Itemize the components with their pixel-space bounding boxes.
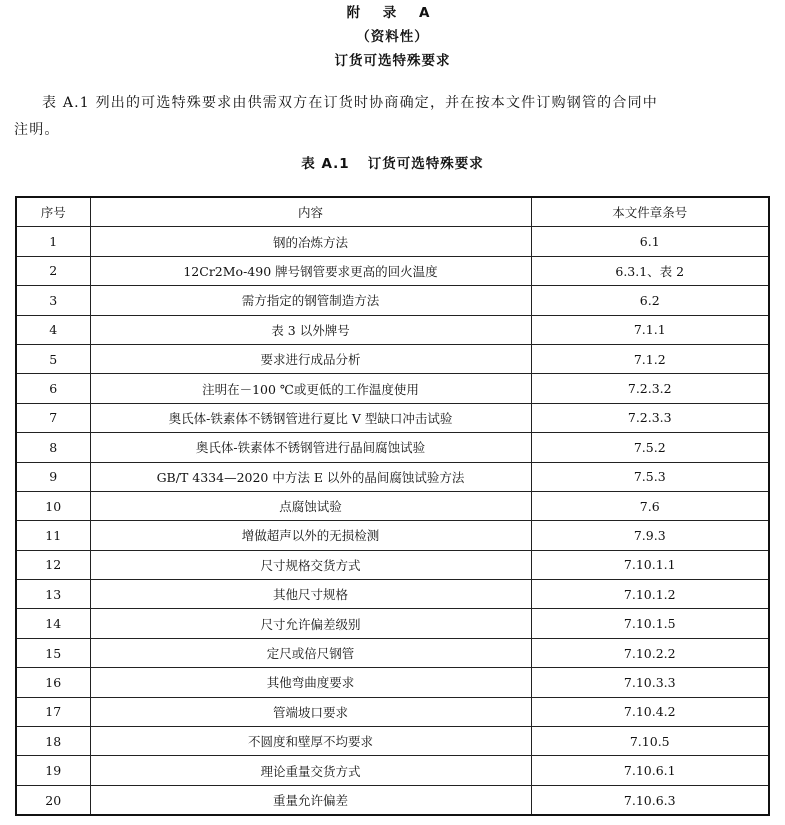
cell-clause-number: 7.5.2	[531, 433, 769, 462]
cell-clause-number: 7.10.5	[531, 727, 769, 756]
cell-content: GB/T 4334—2020 中方法 E 以外的晶间腐蚀试验方法	[90, 462, 531, 491]
table-row	[16, 697, 769, 726]
table-body	[16, 227, 769, 815]
cell-content: 12Cr2Mo-490 牌号钢管要求更高的回火温度	[90, 256, 531, 285]
cell-clause-number: 7.1.1	[531, 315, 769, 344]
cell-content: 奥氏体-铁素体不锈钢管进行晶间腐蚀试验	[90, 433, 531, 462]
table-row	[16, 462, 769, 491]
cell-content: 尺寸允许偏差级别	[90, 609, 531, 638]
table-row	[16, 727, 769, 756]
cell-serial-number: 13	[16, 580, 90, 609]
cell-clause-number: 7.10.6.3	[531, 785, 769, 815]
cell-content: 重量允许偏差	[90, 785, 531, 815]
cell-serial-number: 19	[16, 756, 90, 785]
cell-serial-number: 11	[16, 521, 90, 550]
table-row	[16, 756, 769, 785]
cell-content: 表 3 以外牌号	[90, 315, 531, 344]
cell-content: 奥氏体-铁素体不锈钢管进行夏比 V 型缺口冲击试验	[90, 403, 531, 432]
table-row	[16, 374, 769, 403]
cell-content: 注明在－100 ℃或更低的工作温度使用	[90, 374, 531, 403]
table-caption-title: 订货可选特殊要求	[367, 156, 484, 172]
cell-serial-number: 12	[16, 550, 90, 579]
cell-clause-number: 7.10.4.2	[531, 697, 769, 726]
header-clause-number: 本文件章条号	[531, 197, 769, 227]
cell-serial-number: 1	[16, 227, 90, 256]
cell-content: 要求进行成品分析	[90, 344, 531, 373]
table-row	[16, 668, 769, 697]
header-serial-number: 序号	[16, 197, 90, 227]
cell-clause-number: 6.1	[531, 227, 769, 256]
table-header-row	[16, 197, 769, 227]
table-row	[16, 580, 769, 609]
cell-clause-number: 7.10.1.2	[531, 580, 769, 609]
annex-type: （资料性）	[356, 29, 429, 45]
table-caption-number: 表 A.1	[301, 156, 350, 172]
cell-serial-number: 8	[16, 433, 90, 462]
cell-serial-number: 9	[16, 462, 90, 491]
cell-clause-number: 7.6	[531, 491, 769, 520]
table-row	[16, 521, 769, 550]
cell-serial-number: 2	[16, 256, 90, 285]
table-row	[16, 550, 769, 579]
table-row	[16, 403, 769, 432]
table-row	[16, 609, 769, 638]
cell-content: 定尺或倍尺钢管	[90, 638, 531, 667]
annex-title: 附 录 A	[346, 5, 439, 21]
cell-content: 增做超声以外的无损检测	[90, 521, 531, 550]
cell-content: 其他尺寸规格	[90, 580, 531, 609]
cell-clause-number: 6.2	[531, 286, 769, 315]
cell-clause-number: 7.5.3	[531, 462, 769, 491]
cell-content: 管端坡口要求	[90, 697, 531, 726]
cell-serial-number: 3	[16, 286, 90, 315]
table-row	[16, 785, 769, 815]
annex-subject: 订货可选特殊要求	[334, 53, 451, 69]
cell-clause-number: 7.9.3	[531, 521, 769, 550]
table-row	[16, 433, 769, 462]
cell-clause-number: 7.10.6.1	[531, 756, 769, 785]
cell-content: 不圆度和壁厚不均要求	[90, 727, 531, 756]
intro-paragraph-line2: 注明。	[14, 122, 60, 138]
requirements-table	[15, 196, 770, 816]
cell-content: 点腐蚀试验	[90, 491, 531, 520]
table-row	[16, 491, 769, 520]
table-row	[16, 286, 769, 315]
cell-clause-number: 7.10.1.1	[531, 550, 769, 579]
cell-clause-number: 7.10.3.3	[531, 668, 769, 697]
cell-content: 需方指定的钢管制造方法	[90, 286, 531, 315]
cell-clause-number: 7.10.2.2	[531, 638, 769, 667]
cell-serial-number: 7	[16, 403, 90, 432]
cell-serial-number: 14	[16, 609, 90, 638]
intro-paragraph-line1: 表 A.1 列出的可选特殊要求由供需双方在订货时协商确定，并在按本文件订购钢管的合同中	[42, 95, 658, 111]
cell-clause-number: 7.10.1.5	[531, 609, 769, 638]
cell-clause-number: 6.3.1、表 2	[531, 256, 769, 285]
cell-serial-number: 10	[16, 491, 90, 520]
table-row	[16, 638, 769, 667]
cell-serial-number: 20	[16, 785, 90, 815]
table-row	[16, 256, 769, 285]
cell-content: 钢的冶炼方法	[90, 227, 531, 256]
table-row	[16, 315, 769, 344]
cell-serial-number: 16	[16, 668, 90, 697]
header-content: 内容	[90, 197, 531, 227]
cell-content: 尺寸规格交货方式	[90, 550, 531, 579]
cell-clause-number: 7.2.3.3	[531, 403, 769, 432]
table-caption	[0, 155, 785, 173]
table-row	[16, 344, 769, 373]
cell-serial-number: 18	[16, 727, 90, 756]
cell-content: 其他弯曲度要求	[90, 668, 531, 697]
cell-clause-number: 7.2.3.2	[531, 374, 769, 403]
cell-serial-number: 6	[16, 374, 90, 403]
cell-content: 理论重量交货方式	[90, 756, 531, 785]
cell-clause-number: 7.1.2	[531, 344, 769, 373]
cell-serial-number: 4	[16, 315, 90, 344]
cell-serial-number: 5	[16, 344, 90, 373]
table-row	[16, 227, 769, 256]
cell-serial-number: 15	[16, 638, 90, 667]
cell-serial-number: 17	[16, 697, 90, 726]
